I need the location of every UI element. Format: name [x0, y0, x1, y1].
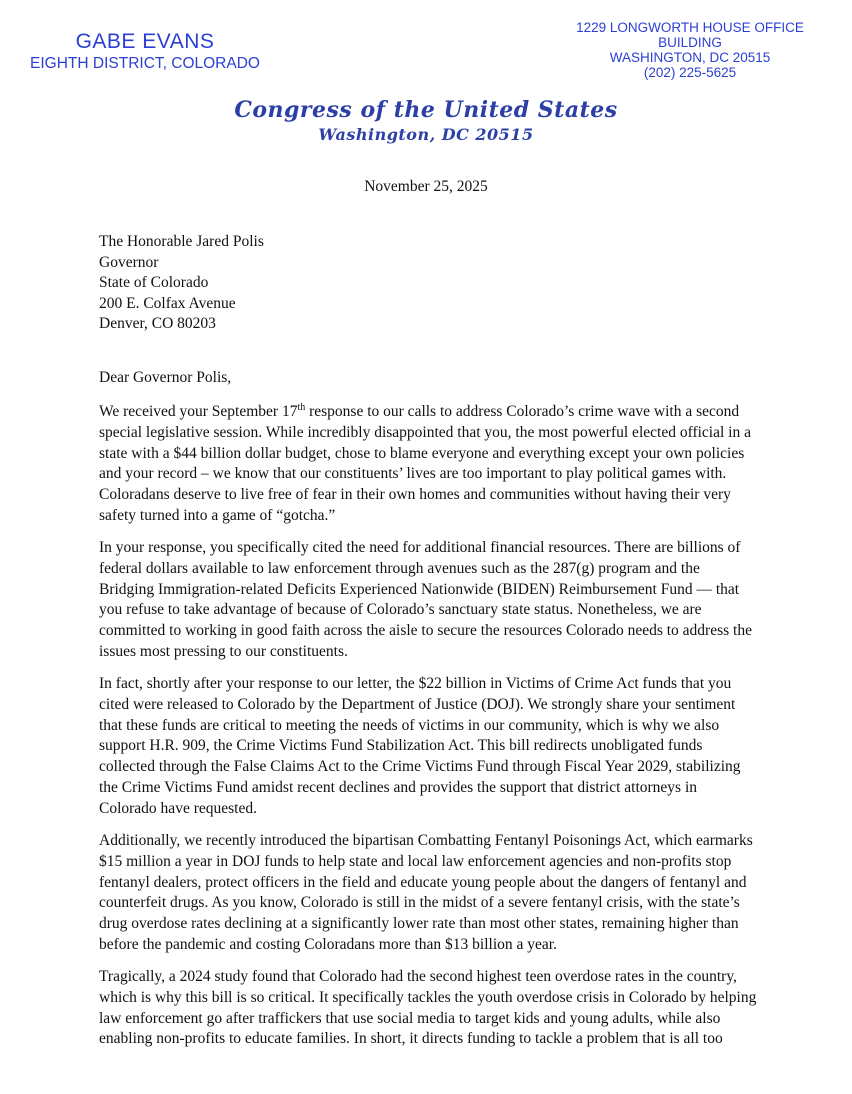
office-address [545, 20, 835, 80]
paragraph-4 [99, 831, 759, 956]
paragraph-line: special legislative session. While incredibly disappointed that you, the most powerful elected official in a [99, 423, 751, 441]
salutation: Dear Governor Polis, [99, 369, 232, 386]
congress-subtitle: Washington, DC 20515 [318, 125, 534, 144]
paragraph-text: We received your September 17 [99, 403, 298, 420]
paragraph-line: safety turned into a game of “gotcha.” [99, 506, 336, 524]
paragraph-line: state with a $44 billion dollar budget, chose to blame everyone and everything except your own policies [99, 444, 745, 462]
ordinal-suffix: th [297, 401, 306, 413]
paragraph-line [99, 402, 759, 423]
paragraph-line: counterfeit drugs. As you know, Colorado is still in the midst of a severe fentanyl crisis, with the state’s [99, 894, 740, 912]
paragraph-2 [99, 538, 759, 663]
paragraph-line: issues most pressing to our constituents. [99, 642, 348, 660]
paragraph-line: Bridging Immigration-related Deficits Experienced Nationwide (BIDEN) Reimbursement Fund — that [99, 580, 740, 598]
paragraph-line: In fact, shortly after your response to our letter, the $22 billion in Victims of Crime Act funds that you [99, 675, 732, 692]
recipient-address [99, 232, 264, 335]
paragraph-line: which is why this bill is so critical. It specifically tackles the youth overdose crisis in Colorado by helping [99, 988, 757, 1006]
congress-letterhead [0, 96, 852, 146]
paragraph-line: Tragically, a 2024 study found that Colorado had the second highest teen overdose rates in the country, [99, 968, 737, 985]
paragraph-line: Additionally, we recently introduced the bipartisan Combatting Fentanyl Poisonings Act, which earmarks [99, 832, 753, 849]
paragraph-line: collected through the False Claims Act to the Crime Victims Fund through Fiscal Year 2029, stabilizing [99, 758, 741, 776]
sender-name: GABE EVANS [75, 30, 215, 53]
paragraph-line: drug overdose rates declining at a significantly lower rate than most other states, remaining higher than [99, 915, 739, 933]
paragraph-3 [99, 674, 759, 820]
paragraph-line: $15 million a year in DOJ funds to help state and local law enforcement agencies and non-profits stop [99, 852, 732, 870]
address-line-1: 1229 LONGWORTH HOUSE OFFICE BUILDING [576, 20, 804, 50]
paragraph-line: enabling non-profits to educate families. In short, it directs funding to tackle a problem that is all too [99, 1030, 723, 1048]
recipient-line: Denver, CO 80203 [99, 315, 216, 332]
paragraph-line: cited were released to Colorado by the Department of Justice (DOJ). We strongly share your sentiment [99, 695, 736, 713]
paragraph-line: you refuse to take advantage of because of Colorado’s sanctuary state status. Nonetheless, we are [99, 601, 702, 619]
sender-block [20, 30, 270, 74]
congress-title: Congress of the United States [234, 97, 618, 123]
office-phone: (202) 225-5625 [643, 65, 737, 80]
letter-date: November 25, 2025 [364, 178, 488, 195]
address-line-2: WASHINGTON, DC 20515 [609, 50, 771, 65]
recipient-line: State of Colorado [99, 274, 209, 291]
paragraph-line: the Crime Victims Fund amidst recent declines and provides the support that district attorneys in [99, 778, 697, 796]
paragraph-line: law enforcement go after traffickers that use social media to target kids and young adults, while also [99, 1009, 721, 1027]
paragraph-line: and your record – we know that our constituents’ lives are too important to play political games with. [99, 465, 727, 483]
paragraph-line: Colorado have requested. [99, 799, 257, 817]
paragraph-line: that these funds are critical to meeting the needs of victims in our community, which is why we also [99, 716, 720, 734]
paragraph-1 [99, 402, 759, 527]
sender-district: EIGHTH DISTRICT, COLORADO [30, 55, 260, 72]
paragraph-line: committed to working in good faith across the aisle to secure the resources Colorado needs to address the [99, 622, 752, 640]
paragraph-line: In your response, you specifically cited the need for additional financial resources. There are billions of [99, 539, 741, 556]
recipient-line: 200 E. Colfax Avenue [99, 294, 236, 312]
paragraph-5 [99, 967, 759, 1050]
paragraph-line: fentanyl dealers, protect officers in the field and educate young people about the dangers of fentanyl and [99, 873, 747, 891]
paragraph-line: Coloradans deserve to live free of fear in their own homes and communities without having their very [99, 486, 731, 504]
recipient-line: The Honorable Jared Polis [99, 233, 264, 250]
paragraph-text: response to our calls to address Colorado’s crime wave with a second [305, 403, 740, 420]
paragraph-line: support H.R. 909, the Crime Victims Fund Stabilization Act. This bill redirects unobligated funds [99, 737, 703, 755]
paragraph-line: federal dollars available to law enforcement through avenues such as the 287(g) program and the [99, 559, 700, 577]
paragraph-line: before the pandemic and costing Coloradans more than $13 billion a year. [99, 935, 557, 953]
recipient-line: Governor [99, 253, 159, 271]
